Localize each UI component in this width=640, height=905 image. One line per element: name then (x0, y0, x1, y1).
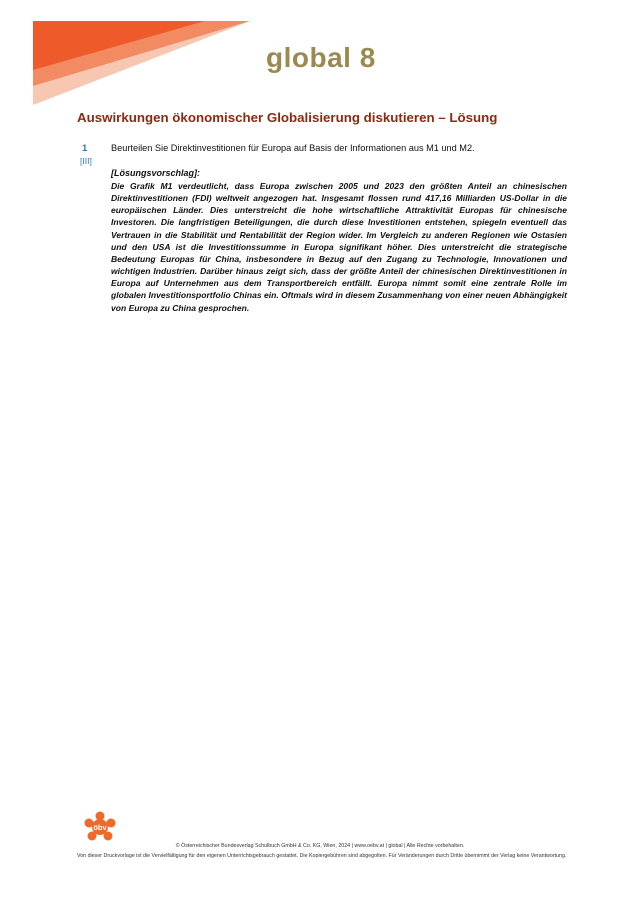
task-number: 1 (82, 143, 88, 154)
task-question: Beurteilen Sie Direktinvestitionen für Europa auf Basis der Informationen aus M1 und M2. (111, 143, 475, 153)
solution-text: Die Grafik M1 verdeutlicht, dass Europa zwischen 2005 und 2023 den größten Anteil an chinesischen Direktinvestitionen (FDI) weltweit angezogen hat. Insgesamt flossen rund 417,16 Milliarden US-Dollar in die europäischen Länder. Dies unterstreicht die hohe wirtschaftliche Attraktivität Europas für chinesische Investoren. Die langfristigen Beteiligungen, die durch diese Investitionen entstehen, spiegeln eventuell das Vertrauen in die Stabilität und Rentabilität der Region wider. Im Vergleich zu anderen Regionen wie Ostasien und den USA ist die Investitionssumme in Europa signifikant höher. Dies unterstreicht die strategische Bedeutung Europas für China, insbesondere in Bezug auf den Zugang zu Technologie, Innovationen und wichtigen Industrien. Darüber hinaus zeigt sich, dass der größte Anteil der chinesischen Direktinvestitionen in Europa auf Unternehmen aus dem Transportbereich entfällt. Europa nimmt somit eine zentrale Rolle im globalen Investitionsportfolio Chinas ein. Oftmals wird in diesem Zusammenhang von einer neuen Abhängigkeit von Europa zu China gesprochen. (111, 181, 567, 313)
solution-label: [Lösungsvorschlag]: (111, 168, 201, 178)
task-level: [III] (80, 156, 92, 166)
footer-copyright: © Österreichischer Bundesverlag Schulbuch GmbH & Co. KG, Wien, 2024 | www.oebv.at | global | Alle Rechte vorbehalten. (175, 843, 465, 849)
publisher-logo-text: öbv (93, 823, 107, 832)
publisher-logo (83, 810, 117, 844)
header-decoration (0, 0, 260, 110)
footer-notice: Von dieser Druckvorlage ist die Vervielfältigung für den eigenen Unterrichtsgebrauch gestattet. Die Kopiergebühren sind abgegolten. Für Veränderungen durch Dritte übernimmt der Verlag keine Verantwortung. (77, 853, 567, 859)
page-title: Auswirkungen ökonomischer Globalisierung diskutieren – Lösung (77, 110, 498, 125)
brand-title: global 8 (266, 42, 376, 73)
